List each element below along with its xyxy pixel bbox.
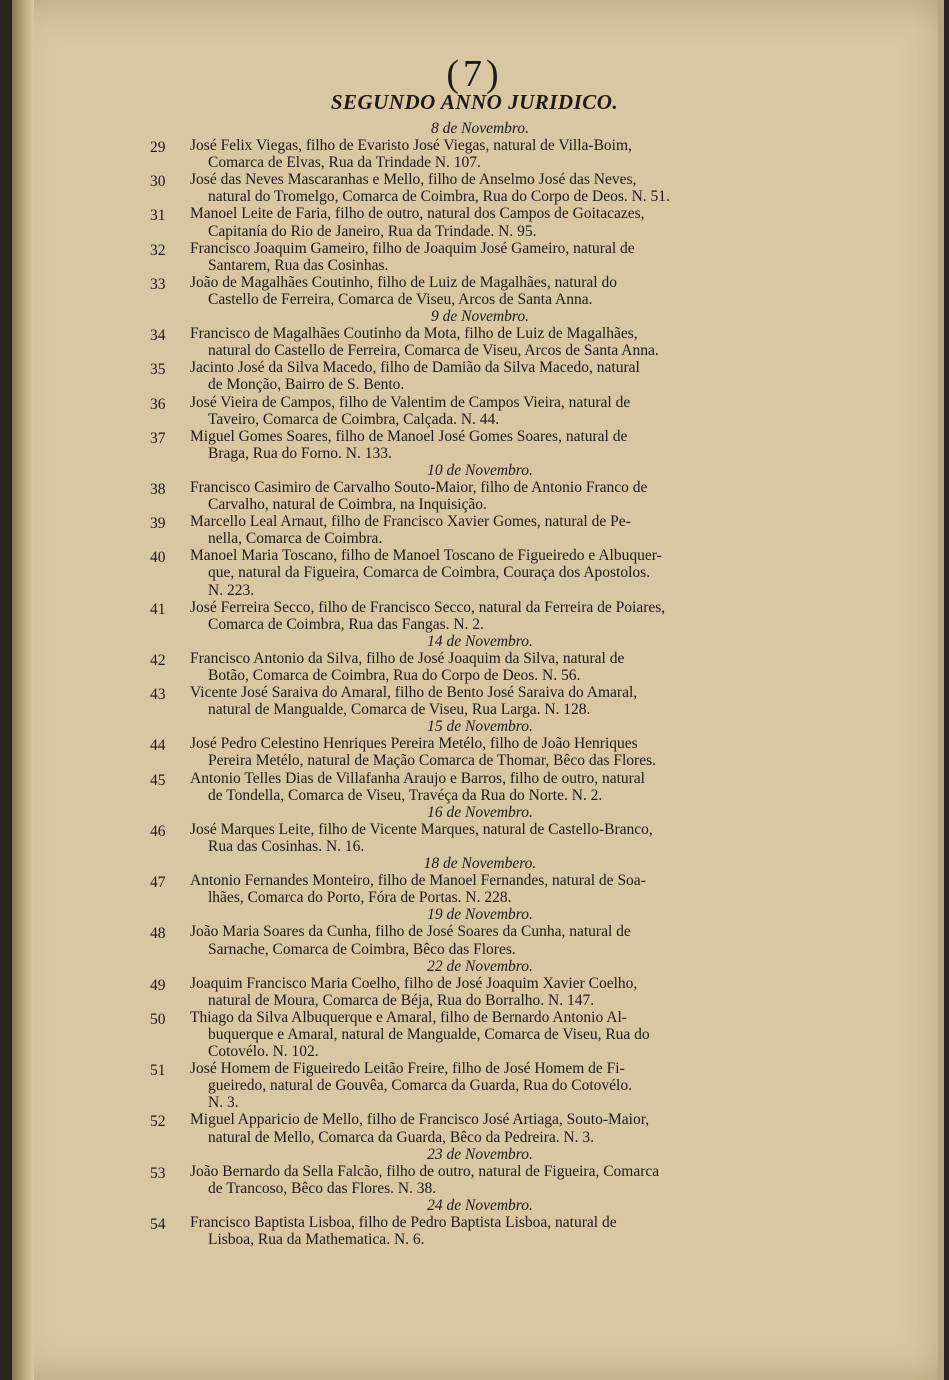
entry-line: José das Neves Mascaranhas e Mello, filho de Anselmo José das Neves, [190,171,637,189]
entry-line: Marcello Leal Arnaut, filho de Francisco Xavier Gomes, natural de Pe- [190,513,631,531]
entry-line: Manoel Maria Toscano, filho de Manoel Toscano de Figueiredo e Albuquer- [190,547,662,565]
register-entry [150,171,750,205]
entry-line: natural de Mello, Comarca da Guarda, Bêco da Pedreira. N. 3. [208,1128,595,1146]
entry-number: 37 [150,429,166,447]
entry-text [190,171,750,205]
entry-line: Francisco de Magalhães Coutinho da Mota, filho de Luiz de Magalhães, [190,325,638,343]
entry-number: 30 [150,173,166,191]
entry-text [190,1060,750,1111]
entry-number: 51 [150,1062,166,1080]
date-heading: 24 de Novembro. [427,1196,533,1214]
entry-number: 46 [150,822,166,840]
entry-text [190,821,750,855]
entry-line: de Tondella, Comarca de Viseu, Travéça da Rua do Norte. N. 2. [208,786,603,804]
register-entry [150,274,750,308]
entry-text [190,1111,750,1145]
register-entry [150,513,750,547]
register-entry [150,975,750,1009]
entry-line: Taveiro, Comarca de Coimbra, Calçada. N. 44. [208,410,500,428]
entry-line: N. 3. [208,1094,239,1112]
entry-number: 29 [150,139,166,157]
entry-line: Botão, Comarca de Coimbra, Rua do Corpo de Deos. N. 56. [208,667,581,684]
register-entry [150,1214,750,1248]
entry-line: Castello de Ferreira, Comarca de Viseu, Arcos de Santa Anna. [208,290,593,308]
entry-text [190,359,750,393]
entry-number: 48 [150,925,166,943]
entry-line: Rua das Cosinhas. N. 16. [208,837,365,855]
entry-line: de Monção, Bairro de S. Bento. [208,376,405,394]
entry-line: N. 223. [208,581,255,599]
entry-line: buquerque e Amaral, natural de Mangualde, Comarca de Viseu, Rua do [208,1025,650,1043]
entry-line: Miguel Gomes Soares, filho de Manoel José Gomes Soares, natural de [190,427,628,445]
page-edge [938,0,944,1380]
entry-line: José Felix Viegas, filho de Evaristo José Viegas, natural de Villa-Boim, [190,137,632,155]
entry-number: 52 [150,1113,166,1131]
entry-line: nella, Comarca de Coimbra. [208,530,383,548]
entry-line: Capitanía do Rio de Janeiro, Rua da Trindade. N. 95. [208,222,537,240]
entry-line: Francisco Joaquim Gameiro, filho de Joaquim José Gameiro, natural de [190,239,635,257]
entry-text [190,1009,750,1060]
entry-line: Antonio Telles Dias de Villafanha Araujo e Barros, filho de outro, natural [190,769,645,787]
entry-number: 32 [150,241,166,259]
entry-line: Francisco Baptista Lisboa, filho de Pedro Baptista Lisboa, natural de [190,1214,617,1231]
register-entry [150,428,750,462]
entry-line: de Trancoso, Bêco das Flores. N. 38. [208,1179,437,1197]
entry-number: 42 [150,651,166,669]
register-entry [150,1163,750,1197]
entry-number: 54 [150,1216,166,1233]
register-entry [150,599,750,633]
entry-line: que, natural da Figueira, Comarca de Coimbra, Couraça dos Apostolos. [208,564,651,582]
entry-number: 41 [150,600,166,618]
entry-text [190,872,750,906]
entry-line: João Bernardo da Sella Falcão, filho de outro, natural de Figueira, Comarca [190,1162,660,1180]
register-entry [150,240,750,274]
entry-line: lhães, Comarca do Porto, Fóra de Portas. N. 228. [208,889,512,907]
entry-line: Braga, Rua do Forno. N. 133. [208,444,392,462]
entry-text [190,428,750,462]
date-heading: 16 de Novembro. [427,803,533,821]
entry-line: José Pedro Celestino Henriques Pereira Metélo, filho de João Henriques [190,735,638,753]
register-entry [150,821,750,855]
entry-number: 40 [150,549,166,567]
entry-number: 44 [150,737,166,755]
entry-line: Francisco Casimiro de Carvalho Souto-Maior, filho de Antonio Franco de [190,478,648,496]
entry-number: 36 [150,395,166,413]
date-heading: 9 de Novembro. [430,308,529,326]
register-entry [150,547,750,598]
entry-line: natural do Tromelgo, Comarca de Coimbra, Rua do Corpo de Deos. N. 51. [208,188,670,206]
entry-line: José Vieira de Campos, filho de Valentim de Campos Vieira, natural de [190,393,631,411]
entry-line: natural do Castello de Ferreira, Comarca de Viseu, Arcos de Santa Anna. [208,342,659,360]
register-entry [150,205,750,239]
entry-line: Antonio Fernandes Monteiro, filho de Manoel Fernandes, natural de Soa- [190,872,646,890]
register-entry [150,684,750,718]
entry-text [190,137,750,171]
entry-text [190,975,750,1009]
register-entry [150,770,750,804]
page-gutter [12,0,34,1380]
entry-text [190,547,750,598]
entry-text [190,735,750,769]
register-entry [150,1111,750,1145]
entry-line: Joaquim Francisco Maria Coelho, filho de José Joaquim Xavier Coelho, [190,974,638,992]
register-entry [150,923,750,957]
entry-number: 34 [150,327,166,345]
register-entry [150,872,750,906]
entry-line: Comarca de Elvas, Rua da Trindade N. 107. [208,154,481,172]
register-entry [150,394,750,428]
date-heading: 8 de Novembro. [430,120,529,137]
entry-line: Sarnache, Comarca de Coimbra, Bêco das Flores. [208,940,516,958]
register-entry [150,137,750,171]
register-entry [150,325,750,359]
entry-line: Miguel Apparicio de Mello, filho de Francisco José Artiaga, Souto-Maior, [190,1111,650,1129]
register-entry [150,650,750,684]
entry-text [190,479,750,513]
entry-number: 50 [150,1010,166,1028]
entry-number: 31 [150,207,166,225]
register-entry [150,359,750,393]
entry-number: 33 [150,275,166,293]
entry-text [190,599,750,633]
register-entry [150,1009,750,1060]
entry-text [190,1163,750,1197]
date-heading: 23 de Novembro. [427,1145,533,1163]
entry-line: gueiredo, natural de Gouvêa, Comarca da Guarda, Rua do Cotovélo. [208,1077,632,1095]
entry-text [190,325,750,359]
entry-number: 38 [150,480,166,498]
entry-number: 39 [150,515,166,533]
date-heading: 10 de Novembro. [427,461,533,479]
entry-number: 49 [150,976,166,994]
entry-text [190,274,750,308]
entry-number: 35 [150,361,166,379]
entry-text [190,770,750,804]
page-number: (7) [446,53,503,95]
running-head: SEGUNDO ANNO JURIDICO. [330,90,619,114]
entry-line: Lisboa, Rua da Mathematica. N. 6. [208,1231,425,1249]
register-entry [150,735,750,769]
date-heading: 19 de Novembro. [427,906,533,924]
entry-text [190,650,750,684]
entry-line: natural de Moura, Comarca de Béja, Rua do Borralho. N. 147. [208,991,595,1009]
date-heading: 14 de Novembro. [427,632,533,650]
entry-line: José Marques Leite, filho de Vicente Marques, natural de Castello-Branco, [190,820,653,838]
entry-line: Cotovélo. N. 102. [208,1043,319,1061]
entry-line: José Homem de Figueiredo Leitão Freire, filho de José Homem de Fi- [190,1060,625,1078]
entry-line: Vicente José Saraiva do Amaral, filho de Bento José Saraiva do Amaral, [190,684,638,702]
entry-line: natural de Mangualde, Comarca de Viseu, Rua Larga. N. 128. [208,701,591,719]
entry-line: Pereira Metélo, natural de Mação Comarca de Thomar, Bêco das Flores. [208,752,657,770]
entry-line: Manoel Leite de Faria, filho de outro, natural dos Campos de Goitacazes, [190,205,645,223]
entry-number: 43 [150,686,166,704]
entry-text [190,923,750,957]
register-entries [150,120,750,1248]
entry-line: Thiago da Silva Albuquerque e Amaral, filho de Bernardo Antonio Al- [190,1008,627,1026]
entry-text [190,240,750,274]
entry-number: 45 [150,771,166,789]
register-entry [150,479,750,513]
date-heading: 18 de Novembero. [423,855,537,873]
entry-text [190,684,750,718]
entry-text [190,513,750,547]
entry-text [190,1214,750,1248]
entry-line: José Ferreira Secco, filho de Francisco Secco, natural da Ferreira de Poiares, [190,598,666,616]
entry-line: Comarca de Coimbra, Rua das Fangas. N. 2. [208,615,484,633]
entry-line: João Maria Soares da Cunha, filho de José Soares da Cunha, natural de [190,923,631,941]
entry-number: 47 [150,874,166,892]
date-heading: 15 de Novembro. [427,718,533,736]
entry-number: 53 [150,1164,166,1182]
entry-text [190,394,750,428]
entry-line: Carvalho, natural de Coimbra, na Inquisição. [208,496,487,514]
entry-line: João de Magalhães Coutinho, filho de Luiz de Magalhães, natural do [190,273,617,291]
entry-line: Jacinto José da Silva Macedo, filho de Damião da Silva Macedo, natural [190,359,640,377]
register-entry [150,1060,750,1111]
entry-line: Santarem, Rua das Cosinhas. [208,256,389,274]
entry-line: Francisco Antonio da Silva, filho de José Joaquim da Silva, natural de [190,649,625,667]
entry-text [190,205,750,239]
date-heading: 22 de Novembro. [427,957,533,975]
